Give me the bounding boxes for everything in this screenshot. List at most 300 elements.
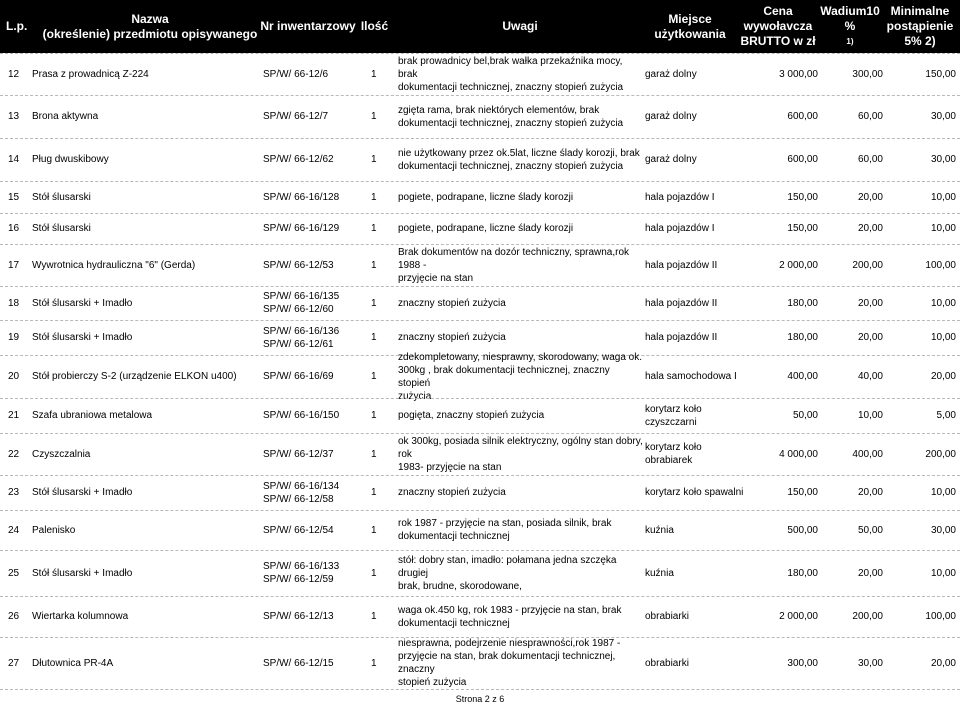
name-text: Prasa z prowadnicą Z-224: [32, 68, 149, 80]
qty-text: 1: [371, 410, 377, 421]
name-text: Stół probierczy S-2 (urządzenie ELKON u400): [32, 371, 237, 382]
notes-line: znaczny stopień zużycia: [398, 297, 506, 309]
inv-line: SP/W/ 66-12/7: [263, 111, 329, 122]
cell-wadium: [815, 320, 883, 355]
cell-place: [645, 475, 750, 510]
cell-wadium: [815, 398, 883, 433]
cell-inv: [263, 181, 373, 213]
wadium-text: 40,00: [857, 371, 883, 382]
cell-min: [884, 320, 956, 355]
wadium-text: 20,00: [857, 297, 883, 309]
cell-inv: [263, 596, 373, 637]
cell-qty: [371, 355, 391, 398]
cell-wadium: [815, 550, 883, 596]
cell-wadium: [815, 433, 883, 475]
header-qty: Ilość: [360, 19, 389, 33]
cell-inv: [263, 550, 373, 596]
header-place: Miejsce użytkowania: [654, 11, 726, 41]
name-text: Czyszczalnia: [32, 448, 91, 460]
cell-place: [645, 181, 750, 213]
inv-line: SP/W/ 66-12/54: [263, 524, 334, 536]
price-text: 180,00: [787, 332, 818, 343]
cell-place: [645, 510, 750, 550]
cell-wadium: [815, 95, 883, 138]
name-text: Stół ślusarski: [32, 223, 91, 234]
table-row: [0, 244, 960, 286]
table-row: [0, 475, 960, 510]
wadium-text: 20,00: [857, 191, 883, 203]
cell-inv: [263, 355, 373, 398]
cell-inv: [263, 213, 373, 244]
lp-text: 14: [8, 154, 20, 165]
notes-line: stopień zużycia: [398, 677, 467, 688]
min-text: 10,00: [930, 332, 956, 343]
lp-text: 19: [8, 332, 20, 343]
cell-wadium: [815, 213, 883, 244]
cell-qty: [371, 596, 391, 637]
cell-notes: [398, 181, 644, 213]
table-row: [0, 351, 960, 402]
lp-text: 13: [8, 111, 20, 122]
cell-qty: [371, 53, 391, 95]
cell-qty: [371, 181, 391, 213]
wadium-text: 50,00: [857, 524, 883, 536]
place-line: garaż dolny: [645, 111, 697, 122]
table-row: [0, 433, 960, 475]
qty-text: 1: [371, 371, 377, 382]
cell-price: [740, 550, 818, 596]
name-text: Pług dwuskibowy: [32, 154, 109, 165]
cell-name: [32, 637, 262, 689]
cell-notes: [398, 596, 644, 637]
cell-notes: [398, 510, 644, 550]
notes-line: dokumentacji technicznej, znaczny stopień zużycia: [398, 81, 624, 93]
place-line: kuźnia: [645, 567, 674, 579]
min-text: 10,00: [930, 487, 956, 498]
min-text: 30,00: [930, 154, 956, 165]
name-text: Wiertarka kolumnowa: [32, 611, 129, 622]
cell-min: [884, 475, 956, 510]
cell-place: [645, 213, 750, 244]
cell-price: [740, 244, 818, 286]
cell-place: [645, 637, 750, 689]
cell-qty: [371, 213, 391, 244]
lp-text: 26: [8, 611, 20, 622]
cell-price: [740, 213, 818, 244]
qty-text: 1: [371, 111, 377, 122]
inv-line: SP/W/ 66-16/129: [263, 223, 340, 234]
inv-line: SP/W/ 66-16/133: [263, 561, 340, 572]
cell-price: [740, 398, 818, 433]
lp-text: 25: [8, 567, 20, 579]
price-text: 180,00: [787, 297, 818, 309]
min-text: 10,00: [930, 297, 956, 309]
cell-notes: [398, 95, 644, 138]
cell-min: [884, 433, 956, 475]
lp-text: 16: [8, 223, 20, 234]
cell-place: [645, 244, 750, 286]
min-text: 10,00: [930, 191, 956, 203]
wadium-text: 200,00: [852, 611, 883, 622]
place-line: hala pojazdów II: [645, 259, 718, 271]
cell-min: [884, 596, 956, 637]
table-row: [0, 637, 960, 689]
cell-place: [645, 320, 750, 355]
cell-qty: [371, 320, 391, 355]
table-row: [0, 95, 960, 138]
lp-text: 15: [8, 191, 20, 203]
lp-text: 20: [8, 371, 20, 382]
lp-text: 24: [8, 524, 20, 536]
cell-place: [645, 286, 750, 320]
cell-inv: [263, 320, 373, 355]
wadium-text: 200,00: [852, 259, 883, 271]
price-text: 150,00: [787, 191, 818, 203]
notes-line: znaczny stopień zużycia: [398, 332, 506, 343]
cell-wadium: [815, 244, 883, 286]
cell-notes: [398, 398, 644, 433]
cell-name: [32, 320, 262, 355]
cell-inv: [263, 510, 373, 550]
cell-place: [645, 550, 750, 596]
cell-place: [645, 596, 750, 637]
cell-name: [32, 181, 262, 213]
cell-qty: [371, 286, 391, 320]
cell-notes: [398, 475, 644, 510]
inv-line: SP/W/ 66-12/53: [263, 259, 334, 271]
cell-notes: [398, 286, 644, 320]
header-wadium: Wadium10 % 1): [820, 4, 880, 46]
cell-price: [740, 637, 818, 689]
lp-text: 21: [8, 410, 20, 421]
wadium-text: 400,00: [852, 448, 883, 460]
cell-notes: [398, 53, 644, 95]
place-line: hala pojazdów II: [645, 297, 718, 309]
table-row: [0, 181, 960, 213]
cell-min: [884, 181, 956, 213]
notes-line: pogiete, podrapane, liczne ślady korozji: [398, 223, 574, 234]
min-text: 20,00: [930, 657, 956, 669]
cell-min: [884, 213, 956, 244]
header-lp: L.p.: [6, 19, 28, 33]
price-text: 4 000,00: [779, 448, 818, 460]
cell-min: [884, 355, 956, 398]
cell-place: [645, 138, 750, 181]
price-text: 150,00: [787, 487, 818, 498]
cell-place: [645, 95, 750, 138]
table-row: [0, 213, 960, 244]
name-text: Stół ślusarski + Imadło: [32, 297, 133, 309]
header-inventory: Nr inwentarzowy: [260, 19, 356, 33]
cell-inv: [263, 138, 373, 181]
name-text: Palenisko: [32, 524, 76, 536]
cell-place: [645, 355, 750, 398]
cell-price: [740, 596, 818, 637]
cell-wadium: [815, 475, 883, 510]
cell-wadium: [815, 355, 883, 398]
notes-line: nie użytkowany przez ok.5lat, liczne ślady korozji, brak: [398, 147, 640, 159]
cell-qty: [371, 433, 391, 475]
cell-qty: [371, 475, 391, 510]
place-line: hala pojazdów I: [645, 223, 715, 234]
name-text: Szafa ubraniowa metalowa: [32, 410, 153, 421]
qty-text: 1: [371, 487, 377, 498]
cell-name: [32, 95, 262, 138]
cell-price: [740, 433, 818, 475]
notes-line: 300kg , brak dokumentacji technicznej, znaczny stopień: [398, 364, 610, 389]
cell-wadium: [815, 138, 883, 181]
qty-text: 1: [371, 154, 377, 165]
cell-notes: [398, 637, 644, 689]
qty-text: 1: [371, 332, 377, 343]
notes-line: stół: dobry stan, imadło: połamana jedna szczęka drugiej: [398, 554, 617, 579]
notes-line: dokumentacji technicznej: [398, 531, 510, 542]
place-line: obrabiarki: [645, 657, 689, 669]
wadium-text: 20,00: [857, 332, 883, 343]
cell-min: [884, 550, 956, 596]
name-text: Dłutownica PR-4A: [32, 657, 114, 669]
place-line: kuźnia: [645, 524, 674, 536]
cell-place: [645, 53, 750, 95]
notes-line: dokumentacji technicznej, znaczny stopień zużycia: [398, 160, 624, 172]
min-text: 10,00: [930, 223, 956, 234]
cell-notes: [398, 138, 644, 181]
qty-text: 1: [371, 448, 377, 460]
cell-wadium: [815, 510, 883, 550]
notes-line: przyjęcie na stan: [398, 272, 474, 284]
inv-line: SP/W/ 66-16/150: [263, 410, 340, 421]
notes-line: 1983- przyjęcie na stan: [398, 461, 502, 473]
qty-text: 1: [371, 259, 377, 271]
cell-wadium: [815, 181, 883, 213]
price-text: 50,00: [792, 410, 818, 421]
name-text: Stół ślusarski + Imadło: [32, 567, 133, 579]
price-text: 150,00: [787, 223, 818, 234]
cell-name: [32, 213, 262, 244]
header-name: Nazwa (określenie) przedmiotu opisywanego: [42, 11, 258, 41]
inv-line: SP/W/ 66-12/59: [263, 574, 334, 585]
name-text: Brona aktywna: [32, 111, 99, 122]
page-footer: Strona 2 z 6: [455, 694, 505, 704]
cell-notes: [398, 351, 644, 402]
cell-price: [740, 95, 818, 138]
cell-inv: [263, 53, 373, 95]
qty-text: 1: [371, 68, 377, 80]
min-text: 100,00: [925, 259, 956, 271]
header-min-bid: Minimalne postąpienie 5% 2): [886, 4, 954, 48]
inv-line: SP/W/ 66-12/60: [263, 304, 334, 315]
cell-inv: [263, 95, 373, 138]
qty-text: 1: [371, 524, 377, 536]
wadium-text: 300,00: [852, 68, 883, 80]
price-text: 3 000,00: [779, 68, 818, 80]
cell-min: [884, 53, 956, 95]
lp-text: 22: [8, 448, 20, 460]
place-line: obrabiarek: [645, 455, 693, 466]
cell-min: [884, 286, 956, 320]
place-line: korytarz koło spawalni: [645, 487, 744, 498]
cell-name: [32, 355, 262, 398]
header-notes: Uwagi: [502, 19, 538, 33]
cell-place: [645, 433, 750, 475]
cell-name: [32, 550, 262, 596]
min-text: 100,00: [925, 611, 956, 622]
min-text: 20,00: [930, 371, 956, 382]
qty-text: 1: [371, 567, 377, 579]
cell-price: [740, 181, 818, 213]
notes-line: dokumentacji technicznej, znaczny stopień zużycia: [398, 117, 624, 129]
min-text: 30,00: [930, 524, 956, 536]
table-row: [0, 510, 960, 550]
cell-place: [645, 398, 750, 433]
cell-qty: [371, 637, 391, 689]
cell-wadium: [815, 596, 883, 637]
cell-qty: [371, 550, 391, 596]
table-row: [0, 53, 960, 95]
notes-line: zgięta rama, brak niektórych elementów, brak: [398, 104, 600, 116]
cell-price: [740, 475, 818, 510]
cell-price: [740, 355, 818, 398]
notes-line: Brak dokumentów na dozór techniczny, sprawna,rok 1988 -: [398, 246, 630, 271]
place-line: hala pojazdów II: [645, 332, 718, 343]
row-separator: [0, 689, 960, 690]
notes-line: znaczny stopień zużycia: [398, 487, 506, 498]
cell-min: [884, 95, 956, 138]
cell-min: [884, 398, 956, 433]
qty-text: 1: [371, 223, 377, 234]
price-text: 2 000,00: [779, 259, 818, 271]
name-text: Wywrotnica hydrauliczna "6" (Gerda): [32, 259, 196, 271]
wadium-text: 60,00: [857, 154, 883, 165]
inv-line: SP/W/ 66-16/128: [263, 191, 340, 203]
inv-line: SP/W/ 66-12/6: [263, 68, 329, 80]
notes-line: rok 1987 - przyjęcie na stan, posiada silnik, brak: [398, 518, 612, 529]
cell-name: [32, 510, 262, 550]
place-line: korytarz koło: [645, 442, 702, 453]
cell-price: [740, 53, 818, 95]
inv-line: SP/W/ 66-12/15: [263, 657, 334, 669]
cell-wadium: [815, 637, 883, 689]
cell-name: [32, 596, 262, 637]
cell-inv: [263, 637, 373, 689]
price-text: 600,00: [787, 154, 818, 165]
notes-line: przyjęcie na stan, brak dokumentacji technicznej, znaczny: [398, 651, 616, 675]
place-line: garaż dolny: [645, 68, 697, 80]
min-text: 200,00: [925, 448, 956, 460]
cell-min: [884, 244, 956, 286]
table-row: [0, 550, 960, 596]
inv-line: SP/W/ 66-16/69: [263, 371, 334, 382]
table-row: [0, 286, 960, 320]
cell-inv: [263, 244, 373, 286]
cell-qty: [371, 510, 391, 550]
notes-line: ok 300kg, posiada silnik elektryczny, ogólny stan dobry, rok: [398, 435, 643, 460]
cell-price: [740, 138, 818, 181]
wadium-text: 20,00: [857, 567, 883, 579]
cell-name: [32, 433, 262, 475]
place-line: hala samochodowa I: [645, 371, 737, 382]
inv-line: SP/W/ 66-12/61: [263, 338, 334, 350]
cell-name: [32, 475, 262, 510]
notes-line: zdekompletowany, niesprawny, skorodowany, waga ok.: [398, 351, 643, 363]
cell-name: [32, 138, 262, 181]
price-text: 500,00: [787, 524, 818, 536]
qty-text: 1: [371, 611, 377, 622]
qty-text: 1: [371, 191, 377, 203]
lp-text: 27: [8, 657, 20, 669]
inv-line: SP/W/ 66-16/136: [263, 325, 340, 337]
wadium-text: 30,00: [857, 657, 883, 669]
cell-notes: [398, 244, 644, 286]
qty-text: 1: [371, 297, 377, 309]
notes-line: dokumentacji technicznej: [398, 617, 510, 629]
price-text: 400,00: [787, 371, 818, 382]
inv-line: SP/W/ 66-12/37: [263, 448, 334, 460]
price-text: 600,00: [787, 111, 818, 122]
inv-line: SP/W/ 66-12/62: [263, 154, 334, 165]
notes-line: brak, brudne, skorodowane,: [398, 580, 522, 592]
cell-price: [740, 286, 818, 320]
cell-price: [740, 320, 818, 355]
price-text: 2 000,00: [779, 611, 818, 622]
lp-text: 23: [8, 487, 20, 498]
inv-line: SP/W/ 66-16/135: [263, 291, 340, 302]
cell-notes: [398, 550, 644, 596]
wadium-text: 20,00: [857, 223, 883, 234]
cell-wadium: [815, 53, 883, 95]
cell-inv: [263, 398, 373, 433]
min-text: 30,00: [930, 111, 956, 122]
inv-line: SP/W/ 66-12/58: [263, 493, 334, 505]
min-text: 150,00: [925, 68, 956, 80]
place-line: czyszczarni: [645, 416, 697, 428]
min-text: 5,00: [936, 410, 956, 421]
name-text: Stół ślusarski + Imadło: [32, 487, 133, 498]
cell-qty: [371, 398, 391, 433]
header-price: Cena wywołavcza BRUTTO w zł: [740, 4, 816, 48]
place-line: obrabiarki: [645, 611, 689, 622]
table-row: [0, 596, 960, 637]
price-text: 300,00: [787, 657, 818, 669]
lp-text: 12: [8, 68, 20, 80]
cell-wadium: [815, 286, 883, 320]
place-line: korytarz koło: [645, 403, 702, 415]
lp-text: 18: [8, 297, 20, 309]
notes-line: pogięta, znaczny stopień zużycia: [398, 410, 545, 421]
cell-notes: [398, 433, 644, 475]
cell-qty: [371, 138, 391, 181]
cell-name: [32, 244, 262, 286]
cell-name: [32, 53, 262, 95]
table-row: [0, 398, 960, 433]
notes-line: waga ok.450 kg, rok 1983 - przyjęcie na stan, brak: [398, 604, 622, 616]
wadium-text: 10,00: [857, 410, 883, 421]
notes-line: brak prowadnicy bel,brak wałka przekaźnika mocy, brak: [398, 55, 623, 80]
notes-line: zużycia: [398, 390, 432, 402]
qty-text: 1: [371, 657, 377, 669]
cell-name: [32, 286, 262, 320]
cell-notes: [398, 213, 644, 244]
notes-line: pogiete, podrapane, liczne ślady korozji: [398, 191, 574, 203]
table-header: [0, 0, 960, 53]
wadium-text: 60,00: [857, 111, 883, 122]
cell-inv: [263, 433, 373, 475]
notes-line: niesprawna, podejrzenie niesprawności,rok 1987 -: [398, 638, 621, 649]
cell-inv: [263, 286, 373, 320]
lp-text: 17: [8, 259, 20, 271]
place-line: garaż dolny: [645, 154, 697, 165]
cell-qty: [371, 244, 391, 286]
